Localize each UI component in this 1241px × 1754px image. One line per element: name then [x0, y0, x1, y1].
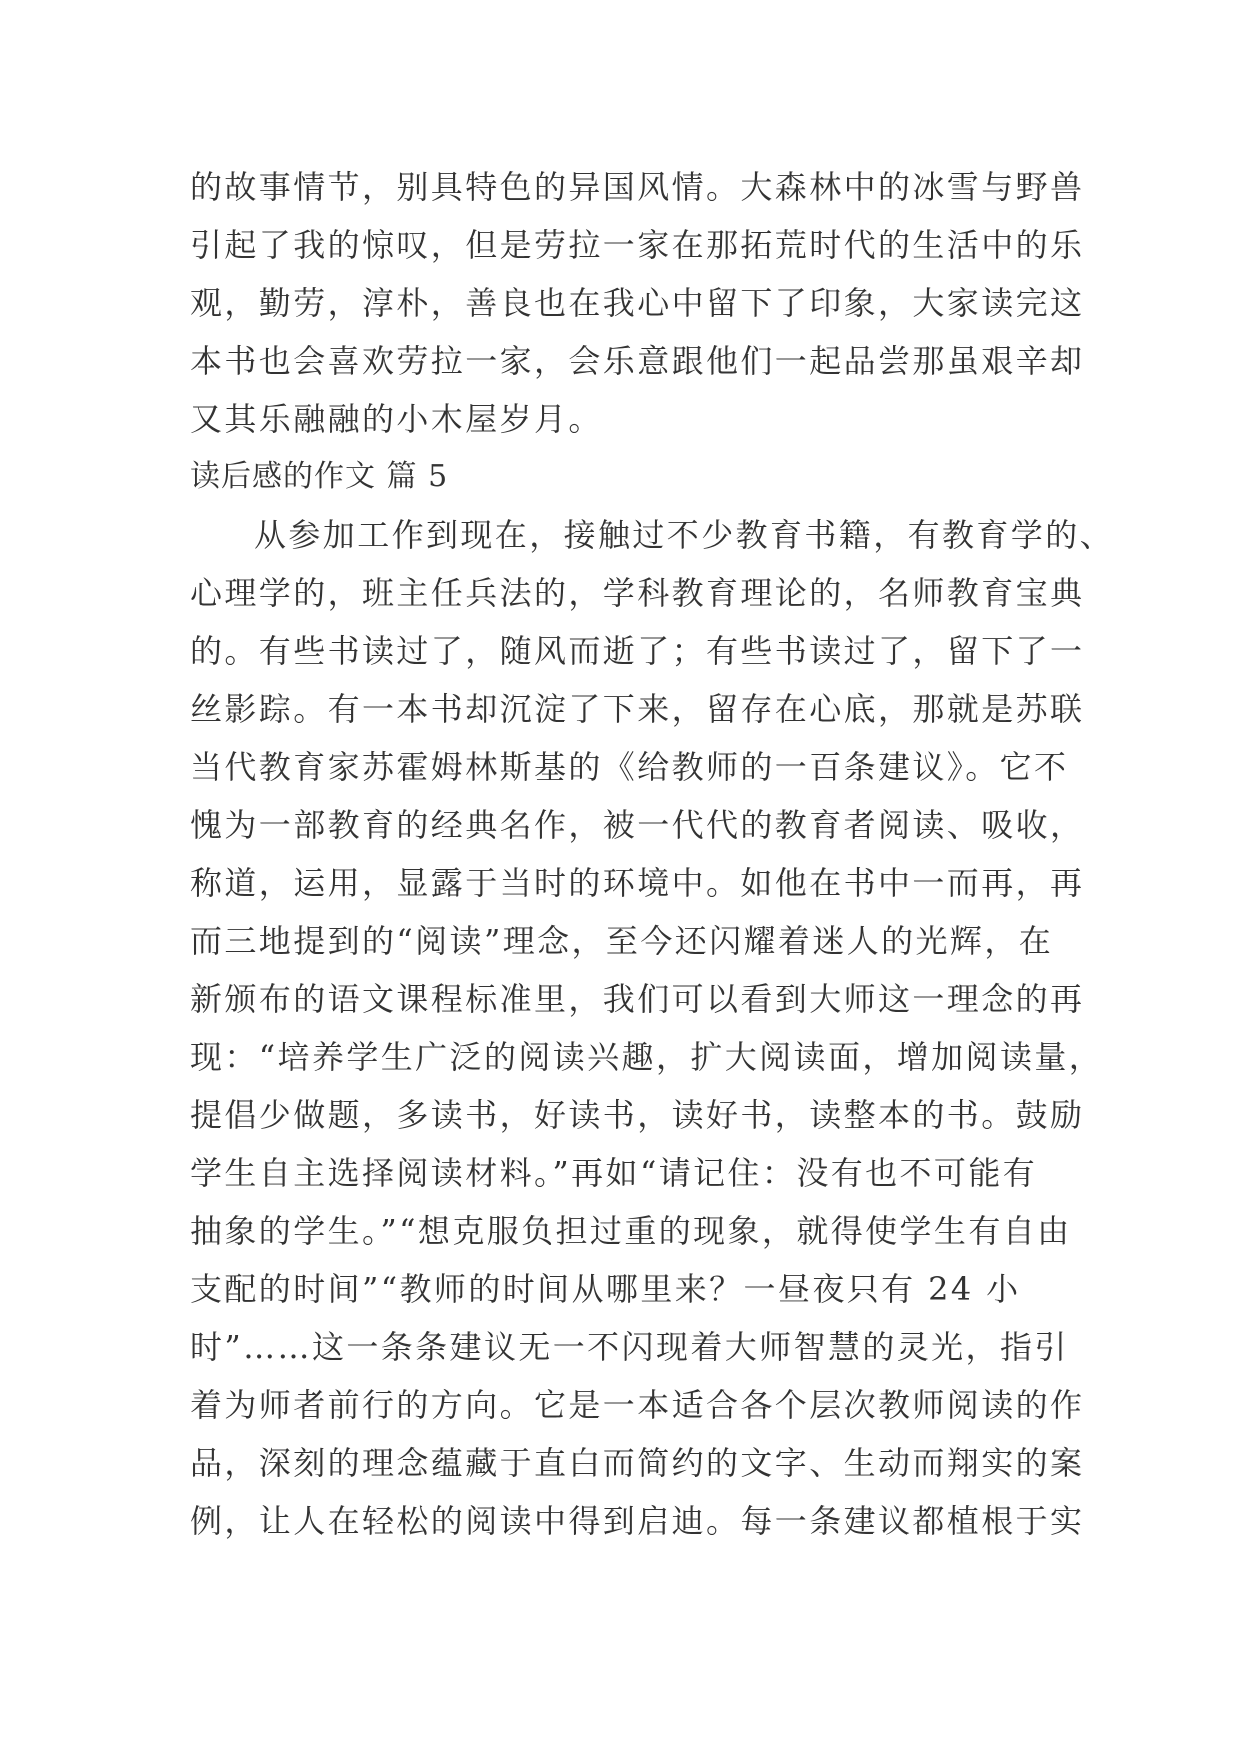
text-line: 观，勤劳，淳朴，善良也在我心中留下了印象，大家读完这: [190, 284, 1085, 322]
text-line: 心理学的，班主任兵法的，学科教育理论的，名师教育宝典: [190, 574, 1085, 612]
text-line: 丝影踪。有一本书却沉淀了下来，留存在心底，那就是苏联: [190, 690, 1085, 728]
text-line: 着为师者前行的方向。它是一本适合各个层次教师阅读的作: [190, 1386, 1085, 1424]
text-line: 新颁布的语文课程标准里，我们可以看到大师这一理念的再: [190, 980, 1085, 1018]
text-line: 而三地提到的“阅读”理念，至今还闪耀着迷人的光辉，在: [190, 922, 1054, 960]
text-line: 本书也会喜欢劳拉一家，会乐意跟他们一起品尝那虽艰辛却: [190, 342, 1085, 380]
text-line: 支配的时间”“教师的时间从哪里来？一昼夜只有 24 小: [190, 1270, 1021, 1308]
text-line: 提倡少做题，多读书，好读书，读好书，读整本的书。鼓励: [190, 1096, 1085, 1134]
text-line: 品，深刻的理念蕴藏于直白而简约的文字、生动而翔实的案: [190, 1444, 1085, 1482]
text-line: 的。有些书读过了，随风而逝了；有些书读过了，留下了一: [190, 632, 1085, 670]
document-body: [190, 158, 1115, 1550]
text-line: 当代教育家苏霍姆林斯基的《给教师的一百条建议》。它不: [190, 748, 1069, 786]
text-line: 例，让人在轻松的阅读中得到启迪。每一条建议都植根于实: [190, 1502, 1085, 1540]
text-line: 的故事情节，别具特色的异国风情。大森林中的冰雪与野兽: [190, 168, 1085, 206]
text-line: 现：“培养学生广泛的阅读兴趣，扩大阅读面，增加阅读量，: [190, 1038, 1104, 1076]
text-line: 时”……这一条条建议无一不闪现着大师智慧的灵光，指引: [190, 1328, 1069, 1366]
text-line: 称道，运用，显露于当时的环境中。如他在书中一而再，再: [190, 864, 1085, 902]
text-line: 又其乐融融的小木屋岁月。: [190, 400, 603, 438]
text-line: 抽象的学生。”“想克服负担过重的现象，就得使学生有自由: [190, 1212, 1072, 1250]
text-line: 引起了我的惊叹，但是劳拉一家在那拓荒时代的生活中的乐: [190, 226, 1085, 264]
section-heading: 读后感的作文 篇 5: [190, 459, 449, 494]
paragraph-first-line: 从参加工作到现在，接触过不少教育书籍，有教育学的、: [254, 516, 1115, 554]
text-line: 愧为一部教育的经典名作，被一代代的教育者阅读、吸收，: [190, 806, 1085, 844]
text-line: 学生自主选择阅读材料。”再如“请记住：没有也不可能有: [190, 1154, 1038, 1192]
